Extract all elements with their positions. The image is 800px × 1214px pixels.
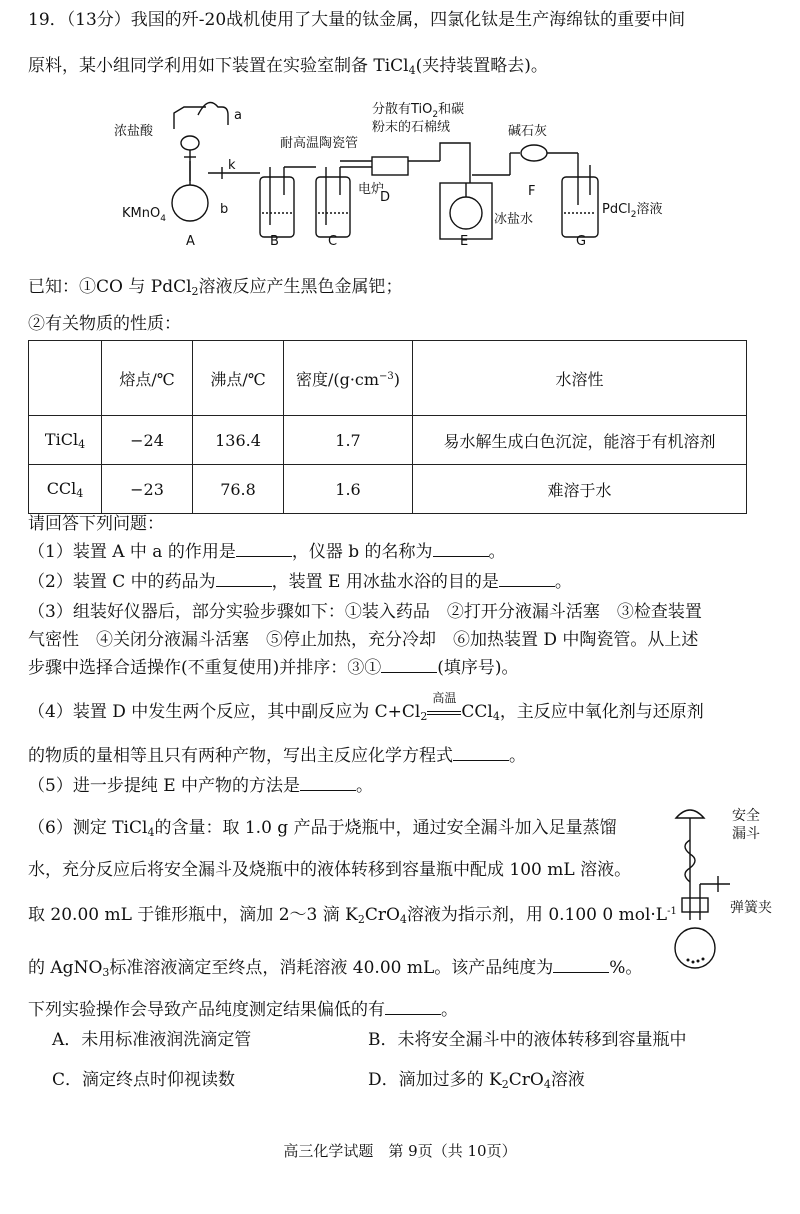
balance-tube-a [198,103,228,126]
dropping-funnel [181,136,199,150]
label-safety-1: 安全 [732,808,760,824]
option-a: A．未用标准液润洗滴定管 [52,1030,252,1050]
q6-line4: 的 AgNO$_3$标准溶液滴定至终点，消耗溶液 40.00 mL。该产品纯度为 %。 [28,958,643,979]
safety-funnel-diagram [660,800,790,980]
bottle-b [260,177,294,237]
label-hcl: 浓盐酸 [114,124,154,139]
q2: （2）装置 C 中的药品为 ，装置 E 用冰盐水浴的目的是 。 [28,572,572,592]
q3-line2: 气密性 ④关闭分液漏斗活塞 ⑤停止加热，充分冷却 ⑥加热装置 D 中陶瓷管。从上述 [28,630,699,650]
th-blank [29,341,102,416]
cell-name: TiCl$_4$ [29,416,102,465]
q5: （5）进一步提纯 E 中产物的方法是 。 [28,776,374,796]
label-B: B [270,234,279,249]
label-b: b [220,202,229,217]
page-footer: 高三化学试题 第 9页（共 10页） [283,1142,517,1160]
q4-line1: （4）装置 D 中发生两个反应，其中副反应为 $C+Cl_2$ 高温 CCl$_4$，主反应中氧化剂与还原剂 [28,691,704,723]
th-density: 密度$/(g\cdot cm^{-3})$ [284,341,413,416]
label-A: A [186,234,195,249]
questions-intro: 请回答下列问题： [28,514,164,534]
question-intro: 原料，某小组同学利用如下装置在实验室制备 TiCl$_4$(夹持装置略去)。 [28,56,548,77]
safety-funnel [676,810,704,818]
flask-a [172,185,208,221]
q1: （1）装置 A 中 a 的作用是 ，仪器 b 的名称为 。 [28,542,506,562]
label-asbestos-2: 粉末的石棉绒 [372,120,451,135]
label-tube: 耐高温陶瓷管 [280,136,359,151]
label-soda-lime: 碱石灰 [508,124,548,139]
known-2: ②有关物质的性质： [28,314,181,334]
table-row [29,465,747,514]
option-b: B．未将安全漏斗中的液体转移到容量瓶中 [368,1030,687,1050]
th-mp: 熔点/℃ [102,341,193,416]
label-furnace: 电炉 [358,182,385,197]
cell-name: CCl$_4$ [29,465,102,514]
question-header: 19．（13分）我国的歼-20战机使用了大量的钛金属，四氯化钛是生产海绵钛的重要中间 [28,10,686,30]
q6-line2: 水，充分反应后将安全漏斗及烧瓶中的液体转移到容量瓶中配成 100 mL 溶液。 [28,860,632,880]
properties-table [28,340,747,514]
cell-solubility: 易水解生成白色沉淀，能溶于有机溶剂 [413,416,747,465]
ceramic-tube [372,157,408,175]
label-E: E [460,234,469,249]
cell-bp: 136.4 [193,416,284,465]
q6-line5: 下列实验操作会导致产品纯度测定结果偏低的有 。 [28,1000,458,1020]
table-row [29,416,747,465]
label-G: G [576,234,587,249]
label-asbestos-1: 分散有TiO$_2$和碳 [372,102,465,120]
th-bp: 沸点/℃ [193,341,284,416]
flask-e [450,197,482,229]
q3-line1: （3）组装好仪器后，部分实验步骤如下：①装入药品 ②打开分液漏斗活塞 ③检查装置 [28,602,702,622]
label-ice: 冰盐水 [494,212,534,227]
cell-density: 1.7 [284,416,413,465]
label-C: C [328,234,338,249]
label-pdcl2: PdCl$_2$溶液 [602,202,663,220]
q3-line3: 步骤中选择合适操作(不重复使用)并排序：③① (填序号)。 [28,658,519,678]
cell-bp: 76.8 [193,465,284,514]
cell-density: 1.6 [284,465,413,514]
option-d: D．滴加过多的 $K_2CrO_4$溶液 [368,1070,585,1091]
label-D: D [380,190,391,205]
label-a: a [234,108,242,123]
label-kmno4: KMnO$_4$ [122,206,166,224]
drying-tube-f [521,145,547,161]
label-F: F [528,184,536,199]
label-k: k [228,158,236,173]
known-1: 已知：①CO 与 PdCl$_2$溶液反应产生黑色金属钯； [28,277,403,298]
flask [675,928,715,968]
apparatus-diagram [110,95,690,265]
cell-solubility: 难溶于水 [413,465,747,514]
bottle-g [562,177,598,237]
th-solubility: 水溶性 [413,341,747,416]
label-safety-2: 漏斗 [732,826,760,842]
bottle-c [316,177,350,237]
label-spring-clip: 弹簧夹 [730,900,772,916]
q6-line1: （6）测定 TiCl$_4$的含量：取 1.0 g 产品于烧瓶中，通过安全漏斗加入足量蒸馏 [28,818,617,839]
q6-line3: 取 20.00 mL 于锥形瓶中，滴加 2～3 滴 $K_2CrO_4$溶液为指示剂，用 0.100 0 $mol\cdot L^{-1}$ [28,905,677,926]
cell-mp: −23 [102,465,193,514]
q4-line2: 的物质的量相等且只有两种产物，写出主反应化学方程式 。 [28,746,526,766]
cell-mp: −24 [102,416,193,465]
option-c: C．滴定终点时仰视读数 [52,1070,236,1090]
